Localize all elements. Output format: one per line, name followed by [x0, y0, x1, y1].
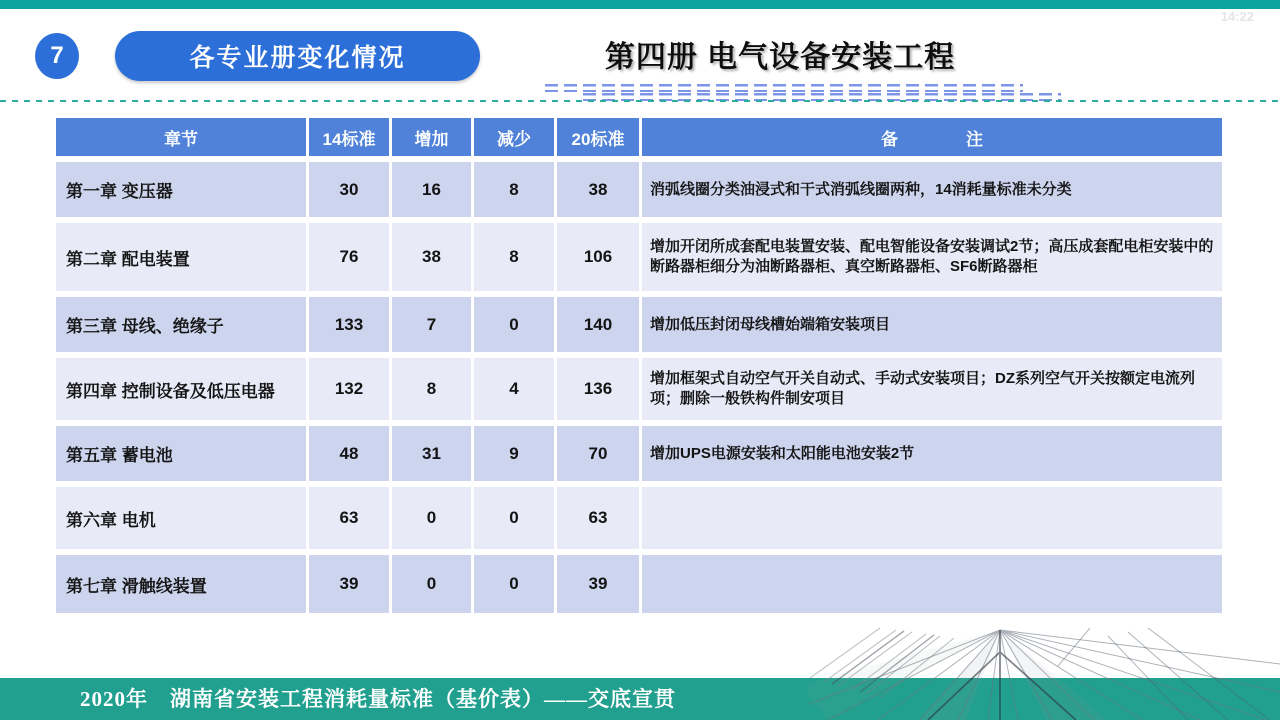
header-dotted-divider: [0, 100, 1280, 102]
cell-minus: 4: [474, 358, 554, 420]
cell-remark: 增加开闭所成套配电装置安装、配电智能设备安装调试2节；高压成套配电柜安装中的断路器柜细分为油断路器柜、真空断路器柜、SF6断路器柜: [642, 223, 1222, 291]
cell-std14: 39: [309, 555, 389, 613]
cell-std20: 70: [557, 426, 639, 481]
cell-add: 38: [392, 223, 471, 291]
cell-minus: 9: [474, 426, 554, 481]
cell-std14: 30: [309, 162, 389, 217]
cell-remark: 增加框架式自动空气开关自动式、手动式安装项目；DZ系列空气开关按额定电流列项；删除一般铁构件制安项目: [642, 358, 1222, 420]
cell-std14: 48: [309, 426, 389, 481]
table-row: [56, 358, 1222, 420]
slide-number-label: 7: [50, 42, 64, 69]
table-row: [56, 426, 1222, 481]
cell-minus: 0: [474, 297, 554, 352]
cell-std20: 38: [557, 162, 639, 217]
table-row: [56, 555, 1222, 613]
cell-std14: 132: [309, 358, 389, 420]
cell-add: 16: [392, 162, 471, 217]
cell-remark: [642, 487, 1222, 549]
cell-remark: [642, 555, 1222, 613]
cell-std20: 63: [557, 487, 639, 549]
system-clock: 14:22: [1220, 9, 1254, 24]
cell-minus: 0: [474, 487, 554, 549]
col-header-remark: 备 注: [642, 118, 1222, 156]
slide-number-badge: [35, 33, 79, 79]
section-title-label: 各专业册变化情况: [189, 44, 406, 72]
cell-std20: 106: [557, 223, 639, 291]
cell-add: 0: [392, 555, 471, 613]
col-header-minus: 减少: [474, 118, 554, 156]
col-header-add: 增加: [392, 118, 471, 156]
table-row: [56, 223, 1222, 291]
cell-chapter: 第四章 控制设备及低压电器: [56, 358, 306, 420]
cell-chapter: 第七章 滑触线装置: [56, 555, 306, 613]
cell-remark: 增加低压封闭母线槽始端箱安装项目: [642, 297, 1222, 352]
cell-std14: 76: [309, 223, 389, 291]
table-row: [56, 162, 1222, 217]
cell-add: 31: [392, 426, 471, 481]
section-title-pill: [115, 31, 480, 81]
page-title: 第四册 电气设备安装工程: [604, 41, 956, 74]
title-dash-underline-1: [545, 84, 1023, 92]
cell-chapter: 第五章 蓄电池: [56, 426, 306, 481]
cell-add: 7: [392, 297, 471, 352]
cell-std20: 39: [557, 555, 639, 613]
cell-add: 0: [392, 487, 471, 549]
cell-remark: 增加UPS电源安装和太阳能电池安装2节: [642, 426, 1222, 481]
col-header-std20: 20标准: [557, 118, 639, 156]
cell-std20: 140: [557, 297, 639, 352]
cell-std20: 136: [557, 358, 639, 420]
chapter-change-table: [53, 112, 1225, 619]
table-row: [56, 487, 1222, 549]
col-header-std14: 14标准: [309, 118, 389, 156]
cell-add: 8: [392, 358, 471, 420]
cell-minus: 8: [474, 223, 554, 291]
table-header-row: [56, 118, 1222, 156]
cell-remark: 消弧线圈分类油浸式和干式消弧线圈两种，14消耗量标准未分类: [642, 162, 1222, 217]
cell-std14: 133: [309, 297, 389, 352]
col-header-chapter: 章节: [56, 118, 306, 156]
cell-chapter: 第二章 配电装置: [56, 223, 306, 291]
cell-chapter: 第一章 变压器: [56, 162, 306, 217]
cell-chapter: 第六章 电机: [56, 487, 306, 549]
table-row: [56, 297, 1222, 352]
footer-caption: 2020年 湖南省安装工程消耗量标准（基价表）——交底宣贯: [80, 687, 676, 711]
cell-chapter: 第三章 母线、绝缘子: [56, 297, 306, 352]
cell-minus: 0: [474, 555, 554, 613]
cell-minus: 8: [474, 162, 554, 217]
top-accent-bar: [0, 0, 1280, 9]
cell-std14: 63: [309, 487, 389, 549]
